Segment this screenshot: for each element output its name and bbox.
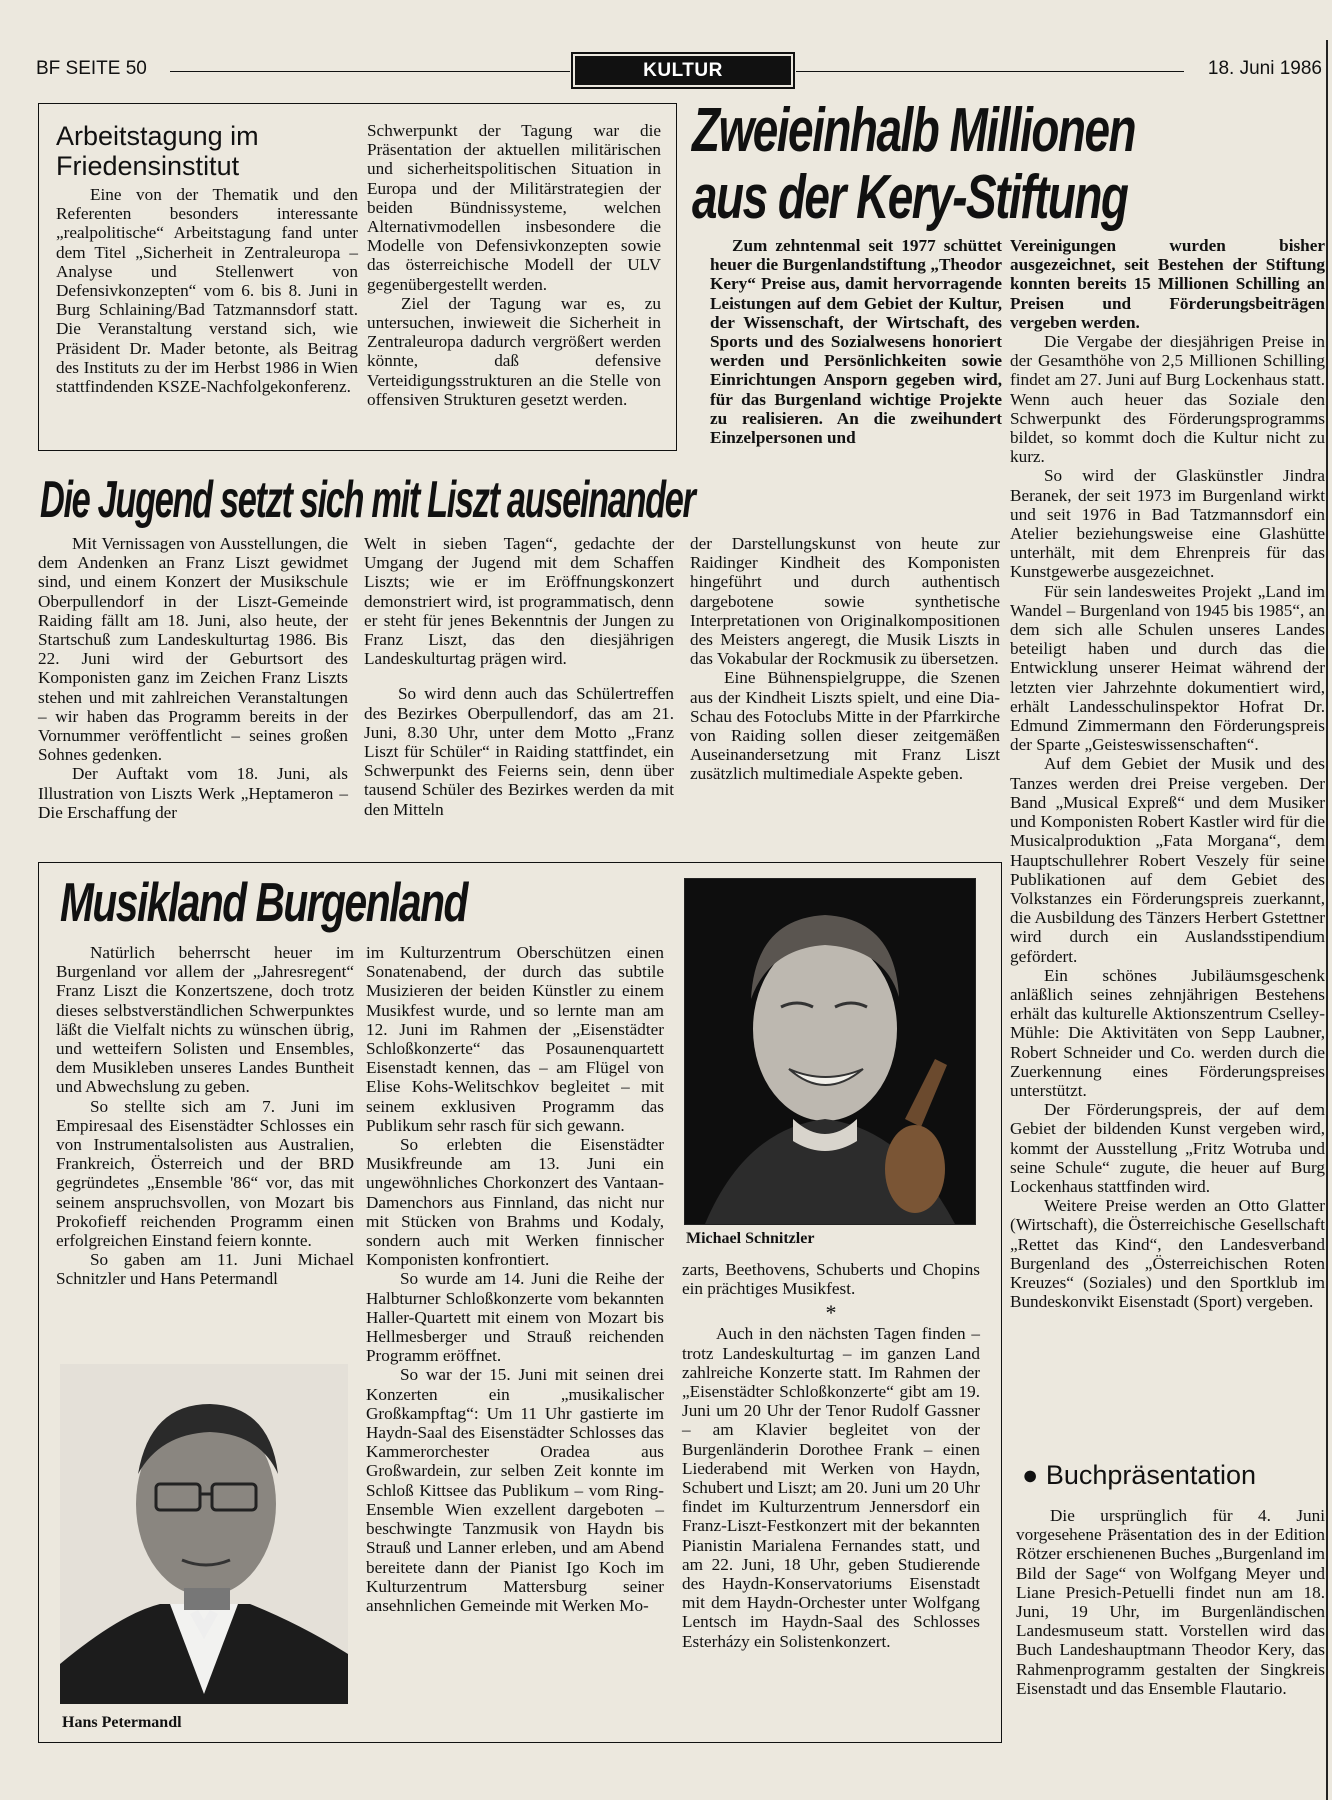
arbeitstagung-col2: [367, 121, 661, 409]
page-number: BF SEITE 50: [36, 58, 147, 79]
asterisk-separator: *: [825, 1300, 837, 1326]
portrait-image: [60, 1364, 348, 1704]
kery-p2: So wird der Glaskünstler Jindra Beranek, der seit 1973 im Burgenland wirkt und seit 1976 in Bad Tatzmannsdorf ein Atelier beziehungsweise eine Glashütte unterhält, mit dem Ehrenpreis für das Kunstgewerbe ausgezeichnet.: [1010, 466, 1325, 582]
arbeitstagung-col2-p1: Schwerpunkt der Tagung war die Präsentation der aktuellen militärischen und sicherheitspolitischen Situation in Europa und der Militärstrategien der beiden Bündnissysteme, welchen Alternativmodellen insbesondere die Modelle von Defensivkonzepten sowie das österreichische Modell der ULV gegenübergestellt werden.: [367, 121, 661, 294]
jugend-col2-p2: So wird denn auch das Schülertreffen des Bezirkes Oberpullendorf, das am 21. Juni, 8.30 Uhr, unter dem Motto „Franz Liszt für Schüler“ in Raiding stattfindet, ein Schwerpunkt des Feierns sein, denn über tausend Schüler des Bezirkes werden da mit den Mitteln: [364, 684, 674, 819]
musikland-col1: [56, 943, 354, 1289]
schnitzler-photo: [684, 878, 976, 1225]
arbeitstagung-col1: [56, 185, 358, 396]
header-rule-left: [170, 71, 570, 72]
jugend-col3-p1: der Darstellungskunst von heute zur Raidinger Kindheit des Komponisten hingeführt und durch authentisch dargebotene sowie synthetische Interpretationen von Originalkompositionen des Meisters angeregt, die Musik Liszts in das Vokabular der Rockmusik zu übersetzen.: [690, 534, 1000, 669]
jugend-col2: [364, 534, 674, 819]
musikland-col1-p3: So gaben am 11. Juni Michael Schnitzler und Hans Petermandl: [56, 1250, 354, 1289]
buch-text: Die ursprünglich für 4. Juni vorgesehene Präsentation des in der Edition Rötzer erschienenen Buches „Burgenland im Bild der Sage“ von Wolfgang Meyer und Liane Presich-Petuelli findet nun am 18. Juni, 19 Uhr, im Burgenländischen Landesmuseum statt. Vorstellen wird das Buch Landeshauptmann Theodor Kery, das Rahmenprogramm gestalten der Singkreis Eisenstadt und das Ensemble Flautario.: [1016, 1506, 1325, 1698]
kery-p6: Der Förderungspreis, der auf dem Gebiet der bildenden Kunst vergeben wird, kommt der Ausstellung „Fritz Wotruba und seine Schule“ zugute, die heuer auf Burg Lockenhaus stattfinden wird.: [1010, 1100, 1325, 1196]
jugend-col1: [38, 534, 348, 822]
jugend-col2-p1: Welt in sieben Tagen“, gedachte der Umgang der Jugend mit dem Schaffen Liszts; wie er im Eröffnungskonzert demonstriert wird, ist programmatisch, denn er steht für jenes Bekenntnis der Jungen zu Franz Liszt, das den diesjährigen Landeskulturtag prägen wird.: [364, 534, 674, 669]
kery-lead-col1: [710, 236, 1002, 447]
jugend-col3: [690, 534, 1000, 784]
kery-p3: Für sein landesweites Projekt „Land im Wandel – Burgenland von 1945 bis 1985“, an dem sich alle Schulen unseres Landes beteiligt haben und durch das die Entwicklung unserer Heimat während der letzten vier Jahrzehnte dokumentiert wird, erhält Landesschulinspektor Hofrat Dr. Edmund Zimmermann den Förderungspreis der Sparte „Geisteswissenschaften“.: [1010, 581, 1325, 755]
musikland-col1-p1: Natürlich beherrscht heuer im Burgenland vor allem der „Jahresregent“ Franz Liszt die Konzertszene, doch trotz dieses selbstverständlichen Schwerpunktes läßt die Vielfalt nichts zu wünschen übrig, und wetteifern Solisten und Ensembles, dem Musikleben unseres Landes Buntheit und Abwechslung zu geben.: [56, 943, 354, 1097]
caption-schnitzler: Michael Schnitzler: [686, 1230, 815, 1247]
kery-lead-text-b: Vereinigungen wurden bisher ausgezeichnet, seit Bestehen der Stiftung konnten bereits 15 Millionen Schilling an Preisen und Förderungsbeiträgen vergeben werden.: [1010, 236, 1325, 332]
kery-p4: Auf dem Gebiet der Musik und des Tanzes werden drei Preise vergeben. Der Band „Musical Expreß“ und dem Musiker und Komponisten Robert Kastler wird für die Musicalproduktion „Fata Morgana“, dem Hauptschullehrer Robert Veszely für seine Publikationen auf dem Gebiet des Volkstanzes ein Förderungspreis zuerkannt, die Ausbildung des Tänzers Herbert Gstettner wird durch ein Auslandsstipendium gefördert.: [1010, 754, 1325, 966]
binding-edge: [1326, 40, 1328, 1800]
musikland-col2-p1: im Kulturzentrum Oberschützen einen Sonatenabend, der durch das subtile Musizieren der beiden Künstler zu einem Musikfest wurde, und so lernte man am 12. Juni im Rahmen der „Eisenstädter Schloßkonzerte“ das Posaunenquartett Eisenstadt kennen, das – am Flügel von Elise Kohs-Welitschkov begleitet – mit seinem exklusiven Programm das Publikum sehr rasch für sich gewann.: [366, 943, 664, 1135]
arbeitstagung-col2-p2: Ziel der Tagung war es, zu untersuchen, inwieweit die Sicherheit in Zentraleuropa dadurch vergrößert werden könnte, daß defensive Verteidigungsstrukturen an die Stelle von offensiven Strukturen gesetzt werden.: [367, 293, 661, 409]
buch-title: Buchpräsentation: [1045, 1460, 1256, 1490]
arbeitstagung-title: Arbeitstagung im Friedensinstitut: [56, 121, 259, 181]
kery-lead-text-a: Zum zehntenmal seit 1977 schüttet heuer die Burgenlandstiftung „Theodor Kery“ Preise aus, damit hervorragende Leistungen auf dem Gebiet der Kultur, der Wissenschaft, der Wirtschaft, des Sports und des Sozialwesens honoriert werden und Persönlichkeiten sowie Einrichtungen Ansporn gegeben wird, für das Burgenland wichtige Projekte zu realisieren. An die zweihundert Einzelpersonen und: [710, 236, 1002, 448]
buch-col: [1016, 1506, 1325, 1698]
musikland-col3: [682, 1260, 980, 1651]
kery-p5: Ein schönes Jubiläumsgeschenk anläßlich seines zehnjährigen Bestehens erhält das kulturelle Aktionszentrum Cselley-Mühle: Die Aktivitäten von Sepp Laubner, Robert Schneider und Co. werden durch die Zuerkennung eines Förderungspreises unterstützt.: [1010, 965, 1325, 1100]
musikland-col1-p2: So stellte sich am 7. Juni im Empiresaal des Eisenstädter Schlosses ein von Instrumentalsolisten aus Australien, Frankreich, Österreich und der BRD gegründetes „Ensemble '86“ vor, das mit seinem anspruchsvollen, von Mozart bis Prokofieff reichenden Programm einen erfolgreichen Einstand feiern konnte.: [56, 1096, 354, 1251]
issue-date-text: 18. Juni 1986: [1207, 58, 1322, 79]
musikland-col3-p1: zarts, Beethovens, Schuberts und Chopins ein prächtiges Musikfest.: [682, 1260, 980, 1299]
musikland-col2-p2: So erlebten die Eisenstädter Musikfreunde am 13. Juni ein ungewöhnliches Chorkonzert des Vantaan-Damenchors aus Finnland, das nicht nur mit Stücken von Brahms und Kodaly, sondern auch mit Werken finnischer Komponisten konfrontiert.: [366, 1135, 664, 1270]
musikland-col2-p3: So wurde am 14. Juni die Reihe der Halbturner Schloßkonzerte vom bekannten Haller-Quartett mit einem von Mozart bis Hellmesberger und Strauß reichenden Programm eröffnet.: [366, 1269, 664, 1366]
jugend-headline: Die Jugend setzt sich mit Liszt auseinander: [40, 471, 695, 529]
caption-petermandl: Hans Petermandl: [62, 1714, 182, 1731]
header-rule-right: [796, 71, 1184, 72]
jugend-col3-p2: Eine Bühnenspielgruppe, die Szenen aus der Kindheit Liszts spielt, und eine Dia-Schau des Fotoclubs Mitte in der Pfarrkirche von Raiding sollen dieser zeitgemäßen Auseinandersetzung mit Franz Liszt zusätzlich multimediale Aspekte geben.: [690, 668, 1000, 784]
arbeitstagung-col1-text: Eine von der Thematik und den Referenten besonders interessante „realpolitische“ Arbeitstagung fand unter dem Titel „Sicherheit in Zentraleuropa – Analyse und Stellenwert von Defensivkonzepten“ vom 6. bis 8. Juni in Burg Schlaining/Bad Tatzmannsdorf statt. Die Veranstaltung verstand sich, wie Präsident Dr. Mader betonte, als Beitrag des Instituts zu der im Herbst 1986 in Wien stattfindenden KSZE-Nachfolgekonferenz.: [56, 185, 358, 397]
kery-p1: Die Vergabe der diesjährigen Preise in der Gesamthöhe von 2,5 Millionen Schilling findet am 27. Juni auf Burg Lockenhaus statt. Wenn auch heuer das Soziale den Schwerpunkt des Förderungsprogramms bildet, so kommt doch die Kultur nicht zu kurz.: [1010, 332, 1325, 467]
petermandl-photo: [60, 1364, 348, 1704]
kery-headline-line2: aus der Kery-Stiftung: [692, 163, 1128, 232]
kery-headline-line1: Zweieinhalb Millionen: [692, 96, 1136, 165]
kery-p7: Weitere Preise werden an Otto Glatter (Wirtschaft), die Österreichische Gesellschaft „Rettet das Kind“, den Landesverband Burgenland des „Österreichischen Roten Kreuzes“ (Soziales) und den Sportklub im Bundeskonvikt Eisenstadt (Sport) vergeben.: [1010, 1196, 1325, 1312]
buch-heading: [1022, 1460, 1322, 1490]
musikland-headline: Musikland Burgenland: [60, 871, 467, 933]
musikland-col3-p2: Auch in den nächsten Tagen finden – trotz Landeskulturtag – im ganzen Land zahlreiche Konzerte statt. Im Rahmen der „Eisenstädter Schloßkonzerte“ gibt am 19. Juni um 20 Uhr der Tenor Rudolf Gassner – am Klavier begleitet von der Burgenländerin Dorothee Frank – einen Liederabend mit Werken von Haydn, Schubert und Liszt; am 20. Juni um 20 Uhr findet im Kulturzentrum Jennersdorf ein Franz-Liszt-Festkonzert mit der bekannten Pianistin Marialena Fernandes statt, und am 22. Juni, 18 Uhr, geben Studierende des Haydn-Konservatoriums Eisenstadt mit dem Haydn-Orchester unter Wolfgang Lentsch im Haydn-Saal des Schlosses Esterházy ein Solistenkonzert.: [682, 1324, 980, 1651]
bullet-icon: ●: [1022, 1460, 1039, 1490]
jugend-col1-p1: Mit Vernissagen von Ausstellungen, die dem Andenken an Franz Liszt gewidmet sind, und einem Konzert der Musikschule Oberpullendorf in der Liszt-Gemeinde Raiding fällt am 18. Juni, also heute, der Startschuß zum Landeskulturtag 1986. Bis 22. Juni wird der Geburtsort des Komponisten ganz im Zeichen Franz Liszts stehen und mit zahlreichen Veranstaltungen – wir haben das Programm bereits in der Vornummer veröffentlicht – seines großen Sohnes gedenken.: [38, 534, 348, 765]
jugend-col1-p2: Der Auftakt vom 18. Juni, als Illustration von Liszts Werk „Heptameron – Die Erschaffung der: [38, 764, 348, 822]
kery-col: [1010, 236, 1325, 1311]
section-label: KULTUR: [575, 56, 791, 85]
musikland-col2-p4: So war der 15. Juni mit seinen drei Konzerten ein „musikalischer Großkampftag“: Um 11 Uhr gastierte im Haydn-Saal des Eisenstädter Schlosses das Kammerorchester Oradea aus Großwardein, zur selben Zeit konnte im Schloß Kittsee das Publikum – vom Ring-Ensemble Wien exzellent dargeboten – beschwingte Tanzmusik von Haydn bis Strauß und Lanner erleben, und am Abend bereitete dann der Pianist Igo Koch im Kulturzentrum Mattersburg seiner ansehnlichen Gemeinde mit Werken Mo-: [366, 1365, 664, 1615]
musikland-col2: [366, 943, 664, 1615]
portrait-image: [685, 879, 975, 1224]
